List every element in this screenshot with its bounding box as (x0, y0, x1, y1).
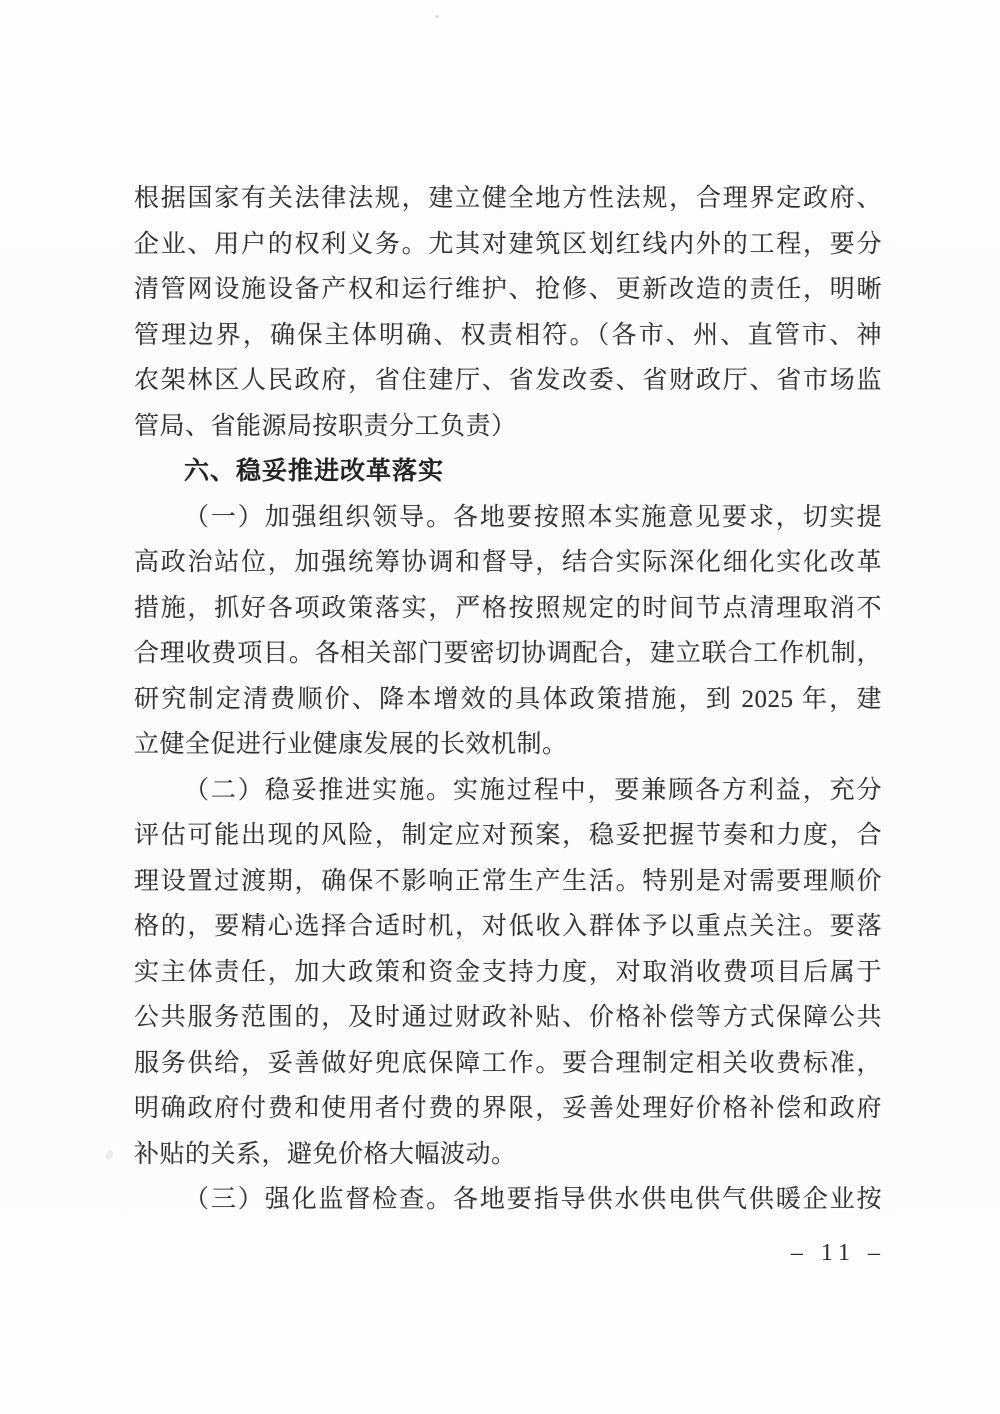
text-line: 实主体责任，加大政策和资金支持力度，对取消收费项目后属于 (134, 958, 882, 986)
scan-speck (104, 1149, 115, 1161)
text-line: 评估可能出现的风险，制定应对预案，稳妥把握节奏和力度，合 (134, 822, 882, 849)
text-line: 明确政府付费和使用者付费的界限，妥善处理好价格补偿和政府 (134, 1095, 882, 1122)
text-line: （三）强化监督检查。各地要指导供水供电供气供暖企业按 (184, 1186, 882, 1213)
scan-speck (435, 15, 439, 18)
text-line: 管局、省能源局按职责分工负责） (134, 412, 517, 440)
text-line: 措施，抓好各项政策落实，严格按照规定的时间节点清理取消不 (134, 594, 882, 622)
text-line: 服务供给，妥善做好兜底保障工作。要合理制定相关收费标准， (134, 1049, 882, 1077)
text-line: 合理收费项目。各相关部门要密切协调配合，建立联合工作机制， (134, 640, 882, 667)
text-line: 格的，要精心选择合适时机，对低收入群体予以重点关注。要落 (134, 913, 882, 940)
page-number: – 11 – (790, 1240, 886, 1266)
text-line: 公共服务范围的，及时通过财政补贴、价格补偿等方式保障公共 (134, 1004, 882, 1031)
text-line: 企业、用户的权利义务。尤其对建筑区划红线内外的工程，要分 (134, 230, 882, 258)
text-line: 根据国家有关法律法规，建立健全地方性法规，合理界定政府、 (134, 185, 882, 212)
text-line: 立健全促进行业健康发展的长效机制。 (134, 731, 568, 758)
document-body (134, 176, 882, 1223)
text-line: 管理边界，确保主体明确、权责相符。（各市、州、直管市、神 (134, 321, 882, 349)
section-heading: 六、稳妥推进改革落实 (184, 458, 445, 485)
text-line: 清管网设施设备产权和运行维护、抢修、更新改造的责任，明晰 (134, 276, 882, 303)
text-line: （二）稳妥推进实施。实施过程中，要兼顾各方利益，充分 (184, 776, 882, 804)
text-line: （一）加强组织领导。各地要按照本实施意见要求，切实提 (184, 503, 882, 531)
text-line: 研究制定清费顺价、降本增效的具体政策措施，到 2025 年，建 (134, 685, 882, 713)
text-line: 理设置过渡期，确保不影响正常生产生活。特别是对需要理顺价 (134, 867, 882, 895)
text-line: 补贴的关系，避免价格大幅波动。 (134, 1140, 517, 1168)
text-line: 农架林区人民政府，省住建厅、省发改委、省财政厅、省市场监 (134, 367, 882, 394)
text-line: 高政治站位，加强统筹协调和督导，结合实际深化细化实化改革 (134, 549, 882, 576)
